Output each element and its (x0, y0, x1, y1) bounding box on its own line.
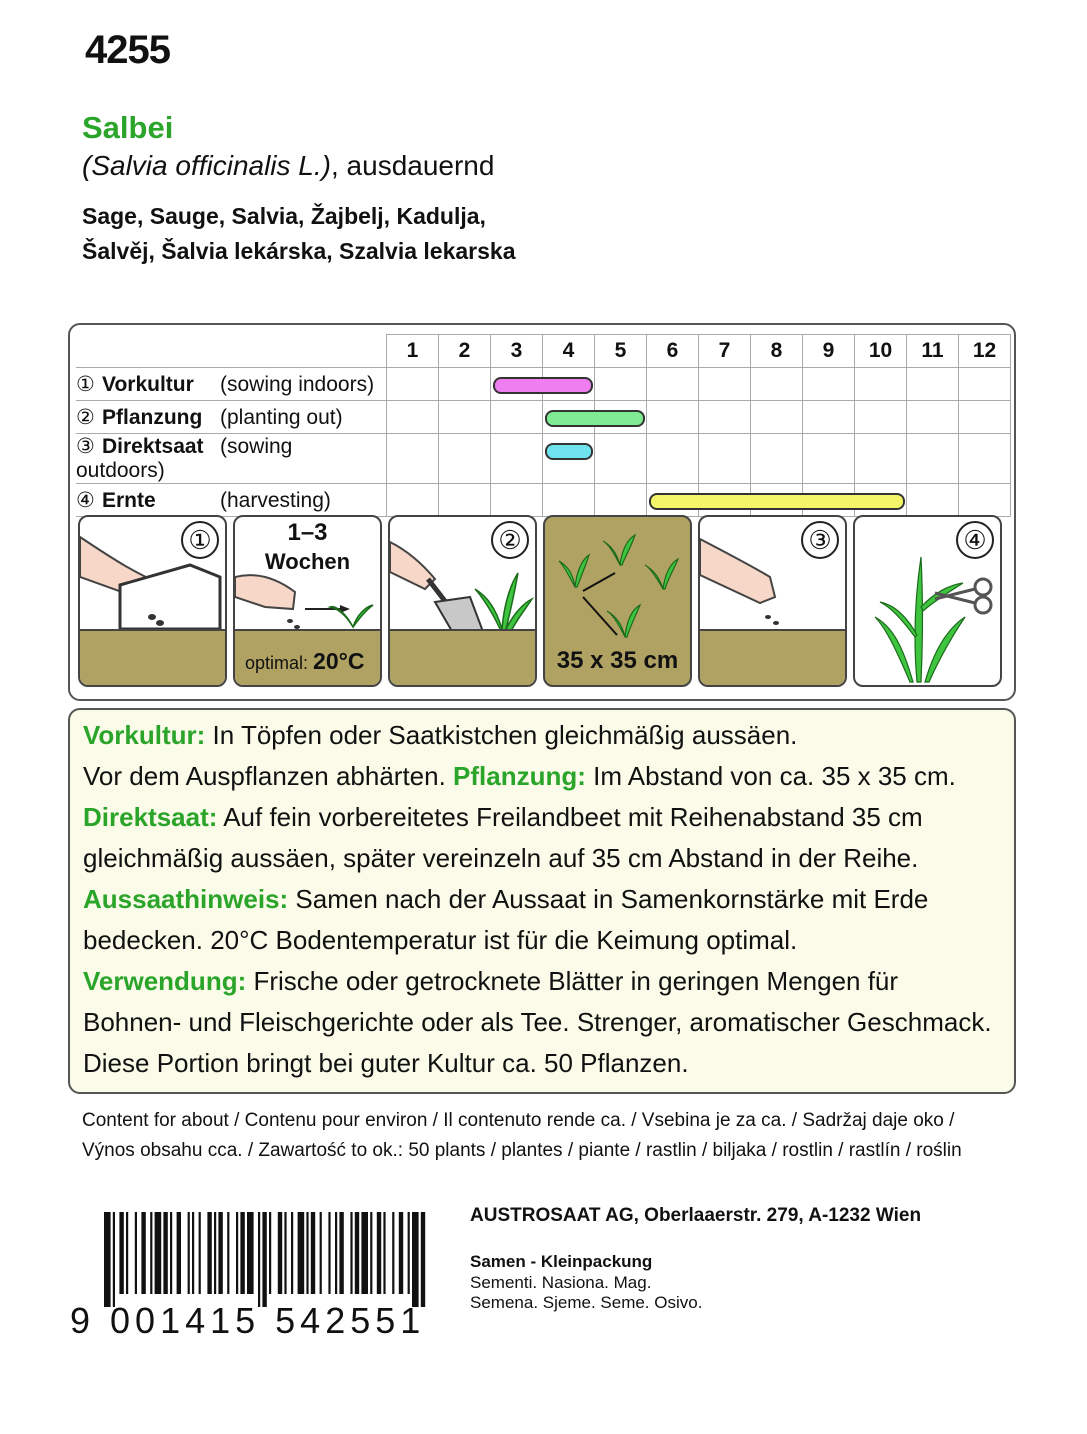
info-line-5: Aussaathinweis: Samen nach der Aussaat in Samenkornstärke mit Erde (83, 884, 929, 914)
spacing-label: 35 x 35 cm (556, 647, 679, 674)
germination-weeks: 1–3 (287, 519, 328, 546)
row-label-de: Pflanzung (102, 405, 203, 429)
month-header: 3 (491, 335, 543, 368)
panel-harvesting (853, 515, 1002, 687)
barcode-bar (306, 1212, 308, 1294)
info-line-6: bedecken. 20°C Bodentemperatur ist für die Keimung optimal. (83, 925, 798, 955)
latin-name (82, 150, 494, 182)
company-address: AUSTROSAAT AG, Oberlaaerstr. 279, A-1232 Wien (470, 1205, 922, 1226)
barcode-bar (278, 1212, 282, 1294)
panel-planting-out (388, 515, 537, 687)
month-header: 9 (803, 335, 855, 368)
barcode-bar (311, 1212, 315, 1294)
instructions-box (68, 708, 1016, 1094)
product-code: 4255 (85, 28, 170, 72)
info-line-1: Vorkultur: In Töpfen oder Saatkistchen gleichmäßig aussäen. (83, 720, 798, 750)
barcode-bar (236, 1212, 238, 1294)
row-label-de: Vorkultur (102, 372, 194, 396)
row-number: ① (76, 372, 95, 396)
barcode-bar (113, 1212, 115, 1307)
packaging-line-3: Semena. Sjeme. Seme. Osivo. (470, 1293, 703, 1312)
barcode-bar (408, 1212, 410, 1294)
barcode-bar (104, 1212, 111, 1307)
row-number: ② (76, 405, 95, 429)
scissors-harvest-icon (855, 517, 1000, 685)
info-line-8: Bohnen- und Fleischgerichte oder als Tee. Strenger, aromatischer Geschmack. (83, 1007, 992, 1037)
optimal-label: optimal: (245, 653, 309, 673)
calendar-table (76, 334, 1011, 517)
germination-weeks-label: Wochen (264, 549, 351, 574)
soil (390, 629, 535, 685)
barcode-bar (291, 1212, 293, 1294)
barcode-bar (199, 1212, 201, 1294)
info-line-2: Vor dem Auspflanzen abhärten. Pflanzung: Im Abstand von ca. 35 x 35 cm. (83, 761, 956, 791)
panel-spacing (543, 515, 692, 687)
barcode-bars (100, 1212, 430, 1307)
barcode-bar (155, 1212, 162, 1294)
row-number: ③ (76, 435, 95, 458)
calendar-row (76, 484, 1011, 517)
barcode-bar (258, 1212, 260, 1307)
month-header: 10 (855, 335, 907, 368)
barcode-bar (141, 1212, 145, 1294)
period-bar (545, 443, 593, 460)
month-header: 8 (751, 335, 803, 368)
info-line-7: Verwendung: Frische oder getrocknete Blätter in geringen Mengen für (83, 966, 899, 996)
barcode-bar (361, 1212, 368, 1294)
content-line-1: Content for about / Contenu pour environ / Il contenuto rende ca. / Vsebina je za ca. / Sadržaj daje oko / (82, 1110, 955, 1131)
calendar-row (76, 368, 1011, 401)
row-label-de: Direktsaat (102, 435, 204, 458)
panel-sowing-indoors (78, 515, 227, 687)
barcode-bar (320, 1212, 322, 1294)
info-line-3: Direktsaat: Auf fein vorbereitetes Freilandbeet mit Reihenabstand 35 cm (83, 802, 923, 832)
barcode-bar (240, 1212, 244, 1294)
month-header: 4 (543, 335, 595, 368)
panel-sowing-outdoors (698, 515, 847, 687)
barcode-bar (284, 1212, 286, 1294)
barcode-bar (214, 1212, 216, 1294)
month-header: 11 (907, 335, 959, 368)
barcode-bar (262, 1212, 266, 1307)
barcode-bar (377, 1212, 381, 1294)
row-label-en: (sowing outdoors) (76, 435, 293, 482)
barcode-bar (399, 1212, 403, 1294)
step-number: ① (181, 521, 219, 559)
barcode-bar (392, 1212, 394, 1294)
month-header: 1 (387, 335, 439, 368)
step-number: ② (491, 521, 529, 559)
barcode-bar (150, 1212, 152, 1294)
barcode-bar (328, 1212, 330, 1294)
info-line-4: gleichmäßig aussäen, später vereinzeln auf 35 cm Abstand in der Reihe. (83, 843, 919, 873)
row-label-en: (harvesting) (220, 488, 331, 512)
calendar-row (76, 434, 1011, 484)
soil (80, 629, 225, 685)
synonyms-line-1: Sage, Sauge, Salvia, Žajbelj, Kadulja, (82, 203, 486, 229)
barcode-bar (135, 1212, 137, 1294)
synonyms-line-2: Šalvěj, Šalvia lekárska, Szalvia lekarska (82, 238, 516, 264)
panel-germination (233, 515, 382, 687)
barcode-number: 9 001415 542551 (70, 1300, 426, 1341)
optimal-temperature: 20°C (313, 648, 365, 674)
soil (700, 629, 845, 685)
row-number: ④ (76, 488, 95, 512)
barcode-bar (421, 1212, 425, 1307)
latin-suffix: , ausdauernd (330, 150, 495, 181)
barcode-bar (370, 1212, 372, 1294)
row-label-de: Ernte (102, 488, 156, 512)
barcode-bar (335, 1212, 337, 1294)
barcode-bar (298, 1212, 305, 1294)
packaging-line-2: Sementi. Nasiona. Mag. (470, 1273, 652, 1292)
barcode-bar (383, 1212, 385, 1294)
step-number: ④ (956, 521, 994, 559)
calendar-row (76, 401, 1011, 434)
sowing-calendar (68, 323, 1016, 701)
barcode-bar (119, 1212, 123, 1294)
barcode-bar (412, 1212, 419, 1307)
packaging-title: Samen - Kleinpackung (470, 1252, 653, 1271)
month-header: 7 (699, 335, 751, 368)
barcode-bar (247, 1212, 254, 1294)
latin-binomial: (Salvia officinalis L.) (82, 150, 331, 181)
barcode-bar (227, 1212, 229, 1294)
barcode-bar (269, 1212, 271, 1294)
row-label-en: (sowing indoors) (220, 372, 375, 396)
barcode-bar (350, 1212, 352, 1294)
barcode-bar (177, 1212, 181, 1294)
content-line-2: Výnos obsahu cca. / Zawartość to ok.: 50 plants / plantes / piante / rastlin / biljaka / rostlin / rastlín / roślin (82, 1140, 962, 1161)
barcode-bar (126, 1212, 128, 1294)
barcode-bar (188, 1212, 190, 1294)
barcode-bar (339, 1212, 343, 1294)
barcode-bar (163, 1212, 167, 1294)
barcode-bar (218, 1212, 222, 1294)
barcode-bar (170, 1212, 172, 1294)
product-name: Salbei (82, 110, 174, 145)
month-header: 2 (439, 335, 491, 368)
month-header: 6 (647, 335, 699, 368)
month-header: 12 (959, 335, 1011, 368)
barcode-bar (207, 1212, 211, 1294)
barcode-bar (355, 1212, 359, 1294)
barcode-bar (192, 1212, 194, 1294)
step-number: ③ (801, 521, 839, 559)
month-header: 5 (595, 335, 647, 368)
info-line-9: Diese Portion bringt bei guter Kultur ca. 50 Pflanzen. (83, 1048, 689, 1078)
row-label-en: (planting out) (220, 405, 343, 429)
